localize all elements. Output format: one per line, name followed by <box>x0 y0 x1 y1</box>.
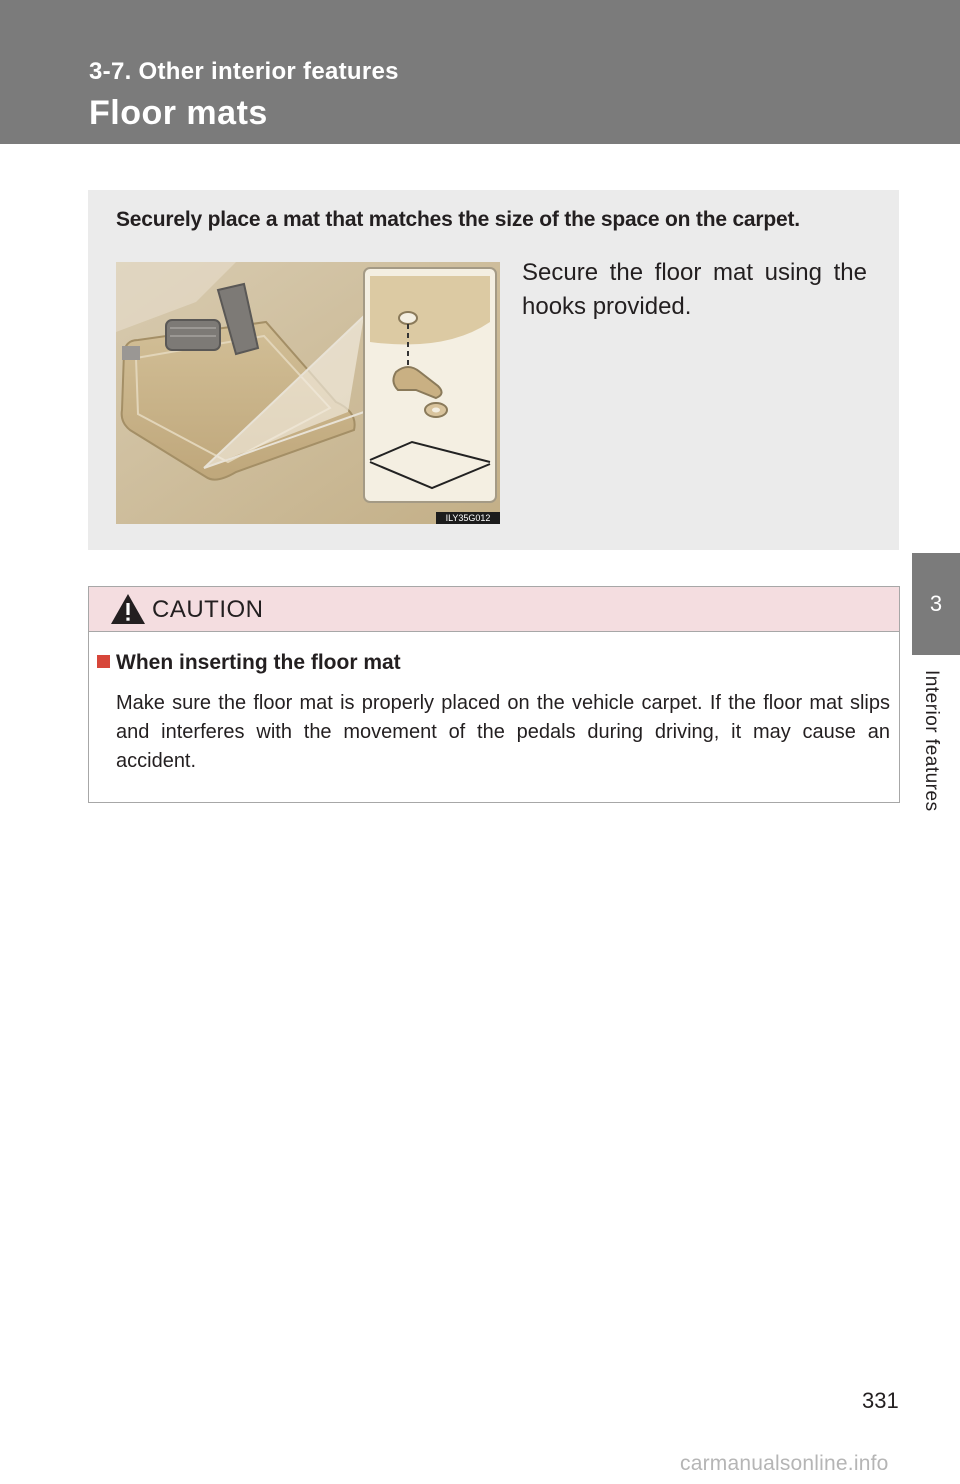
floor-mat-illustration <box>116 262 500 524</box>
illustration-caption: Secure the floor mat using the hooks provided. <box>522 259 867 320</box>
warning-icon <box>110 593 146 625</box>
page-number: 331 <box>862 1388 899 1413</box>
caution-subheading <box>97 651 401 675</box>
illustration-code: ILY35G012 <box>445 513 491 523</box>
caution-box <box>88 586 900 803</box>
caution-header <box>89 587 899 632</box>
caution-title: CAUTION <box>152 596 264 623</box>
chapter-tab[interactable] <box>912 553 960 655</box>
section-label: 3-7. Other interior features <box>89 58 399 85</box>
caution-subheading-text: When inserting the floor mat <box>116 651 401 674</box>
watermark: carmanualsonline.info <box>680 1452 889 1475</box>
caution-body: Make sure the floor mat is properly placed on the vehicle carpet. If the floor mat slips and interferes with the movement of the pedals during driving, it may cause an accident. <box>116 692 890 772</box>
page-title: Floor mats <box>89 94 268 132</box>
chapter-label: Interior features <box>921 670 942 812</box>
info-box <box>88 190 899 550</box>
info-heading: Securely place a mat that matches the size of the space on the carpet. <box>116 208 800 231</box>
page-header <box>0 0 960 144</box>
chapter-number: 3 <box>929 591 943 616</box>
red-square-bullet-icon <box>97 655 110 668</box>
